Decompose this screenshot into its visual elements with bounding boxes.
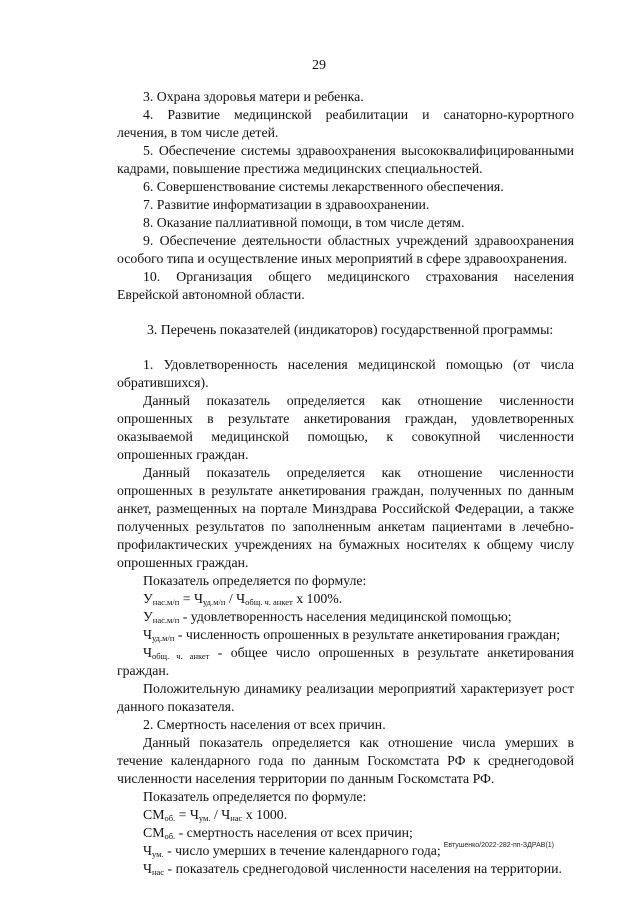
formula-intro: Показатель определяется по формуле: [143,789,367,804]
indicator-dynamics: Положительную динамику реализации мероприятий характеризует рост данного показателя. [117,681,574,714]
task-item: 6. Совершенствование системы лекарственного обеспечения. [143,179,504,194]
task-item: 8. Оказание паллиативной помощи, в том числе детям. [143,215,465,230]
formula-definition: $Ч_{ум.}$ - число умерших в течение календарного года; [143,843,441,859]
indicator-description: Данный показатель определяется как отношение численности опрошенных в результате анкетирования граждан, удовлетворенных оказываемой медицинской помощью, к совокупной численности опрошенных граждан. [117,393,574,462]
task-item: 3. Охрана здоровья матери и ребенка. [143,89,364,104]
formula-mortality: $СМ_{об.} = Ч_{ум.} / Ч_{нас}$ х 1000. [143,807,288,823]
formula-satisfaction: $У_{нас.м/п} = Ч_{уд.м/п} / Ч_{общ. ч. анкет}$ х 100%. [143,591,343,607]
document-code: Евтушенко/2022-282-пп-ЗДРАВ(1) [443,842,554,849]
formula-definition: $Ч_{уд.м/п}$ - численность опрошенных в результате анкетирования граждан; [143,627,561,643]
formula-definition: $Ч_{нас}$ - показатель среднегодовой численности населения на территории. [143,861,562,877]
formula-definition: $Ч_{общ. ч. анкет}$ - общее число опрошенных в результате анкетирования граждан. [117,645,575,678]
task-item: 7. Развитие информатизации в здравоохранении. [143,197,430,212]
formula-definition: $У_{нас.м/п}$ - удовлетворенность населения медицинской помощью; [143,609,512,625]
page-number: 29 [312,58,326,73]
indicator-description: Данный показатель определяется как отношение числа умерших в течение календарного года по данным Госкомстата РФ к среднегодовой численности населения территории по данным Госкомстата РФ. [117,735,574,786]
indicator-title: 2. Смертность населения от всех причин. [143,717,386,732]
section-heading: 3. Перечень показателей (индикаторов) государственной программы: [147,322,554,337]
task-item: 9. Обеспечение деятельности областных учреждений здравоохранения особого типа и осуществление иных мероприятий в сфере здравоохранения. [117,233,574,266]
document-body [117,88,574,878]
task-item: 5. Обеспечение системы здравоохранения высококвалифицированными кадрами, повышение престижа медицинских специальностей. [117,143,574,176]
indicator-title: 1. Удовлетворенность населения медицинской помощью (от числа обратившихся). [117,357,574,390]
formula-definition: $СМ_{об.}$ - смертность населения от всех причин; [143,825,413,841]
formula-intro: Показатель определяется по формуле: [143,573,367,588]
indicator-description: Данный показатель определяется как отношение численности опрошенных в результате анкетирования граждан, полученных по данным анкет, размещенных на портале Минздрава Российской Федерации, а также полученных результатов по заполненным анкетам пациентами в лечебно-профилактических учреждениях на бумажных носителях к общему числу опрошенных граждан. [117,465,574,570]
task-item: 10. Организация общего медицинского страхования населения Еврейской автономной области. [117,269,574,302]
task-item: 4. Развитие медицинской реабилитации и санаторно-курортного лечения, в том числе детей. [117,107,574,140]
